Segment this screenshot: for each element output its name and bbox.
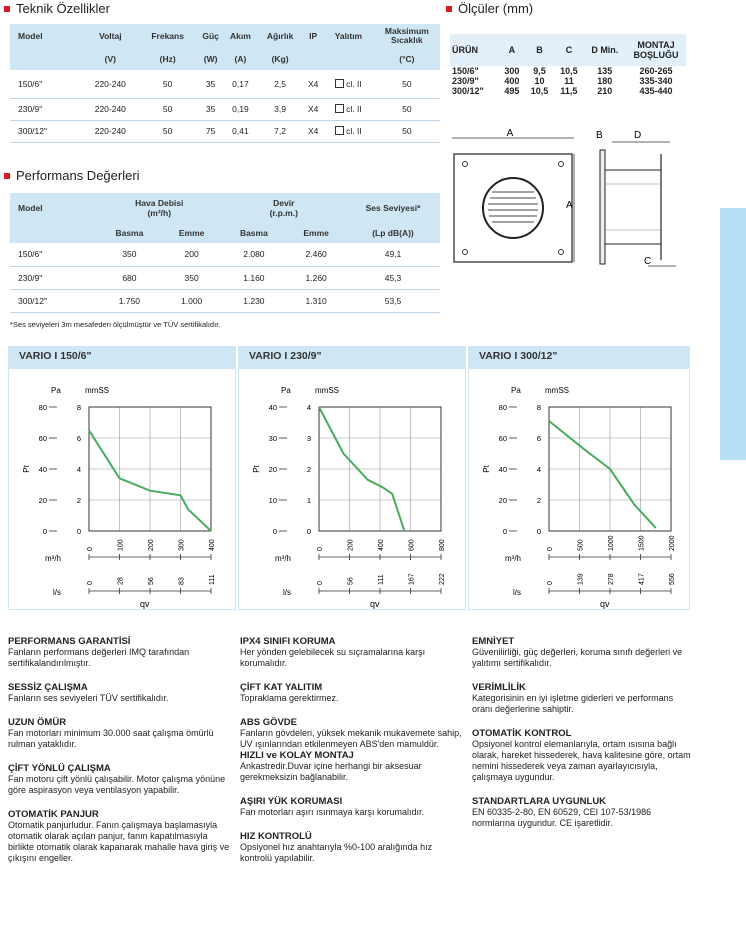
- feature-text: Topraklama gerektirmez.: [240, 693, 339, 703]
- perf-header-rpm: [221, 193, 346, 223]
- x-tick-ls-label: 28: [117, 577, 125, 585]
- feature-title: VERİMLİLİK: [472, 682, 526, 693]
- spec-title: Teknik Özellikler: [16, 1, 110, 16]
- dims-cell: 180: [597, 76, 613, 86]
- class-ii-icon: [335, 79, 344, 88]
- spec-cell: 35: [197, 98, 223, 120]
- spec-unit: [303, 48, 323, 70]
- spec-cell: 50: [374, 98, 440, 120]
- x-tick-ls-label: 111: [378, 574, 385, 585]
- x-tick-ls-label: 56: [347, 577, 355, 585]
- spec-header-frequency: Frekans: [138, 24, 198, 48]
- y-tick-mmss-label: 0: [536, 527, 541, 536]
- x-tick-ls-label: 0: [87, 581, 94, 585]
- chart-title: VARIO I 230/9": [239, 347, 465, 369]
- x-tick-m3h-label: 1000: [608, 535, 615, 551]
- y-axis-label: Pt: [22, 465, 31, 473]
- feature-title: HIZLI ve KOLAY MONTAJ: [240, 750, 354, 761]
- y-tick-mmss-label: 2: [76, 496, 81, 505]
- perf-rpm-label: Devir: [273, 198, 295, 208]
- feature-text: Fan motorları minimum 30.000 saat çalışma ömürlü rulman yataklıdır.: [8, 728, 214, 749]
- perf-cell: 1.160: [221, 266, 286, 289]
- chart-title: VARIO I 150/6": [9, 347, 235, 369]
- dims-row: [450, 86, 686, 96]
- perf-flow-unit: (m³/h): [147, 208, 172, 218]
- spec-cell: 50: [374, 70, 440, 98]
- x-tick-m3h-label: 0: [317, 547, 324, 551]
- x-unit-m3h-label: m³/h: [45, 554, 61, 563]
- perf-cell: 300/12": [10, 289, 97, 312]
- performance-curve-chart: [239, 369, 465, 609]
- feature-title: UZUN ÖMÜR: [8, 717, 67, 728]
- spec-cell: 0,19: [224, 98, 257, 120]
- spec-cell: 220-240: [83, 70, 138, 98]
- perf-cell: 200: [162, 243, 222, 266]
- feature-title: ÇİFT KAT YALITIM: [240, 682, 323, 693]
- feature-item: [472, 728, 694, 783]
- y-tick-mmss-label: 4: [536, 465, 541, 474]
- y-tick-pa-label: 40: [38, 465, 47, 474]
- y-unit-pa-label: Pa: [51, 386, 61, 395]
- feature-item: [8, 682, 230, 704]
- perf-subheader: Basma: [97, 223, 162, 243]
- y-tick-mmss-label: 4: [76, 465, 81, 474]
- spec-cell: 3,9: [257, 98, 303, 120]
- dims-header: D Min.: [584, 34, 626, 66]
- x-tick-ls-label: 83: [178, 577, 186, 585]
- y-tick-pa-label: 20: [38, 496, 47, 505]
- x-tick-ls-label: 56: [148, 577, 155, 585]
- x-tick-m3h-label: 2000: [669, 535, 676, 551]
- y-unit-mmss-label: mmSS: [85, 386, 109, 395]
- feature-item: [240, 717, 462, 750]
- spec-header-voltage: Voltaj: [83, 24, 138, 48]
- feature-title: OTOMATİK PANJUR: [8, 809, 99, 820]
- feature-item: [8, 763, 230, 796]
- y-tick-pa-label: 20: [498, 496, 507, 505]
- dims-row: [450, 66, 686, 76]
- feature-title: IPX4 SINIFI KORUMA: [240, 636, 336, 647]
- perf-cell: 230/9": [10, 266, 97, 289]
- dims-cell: 300/12": [452, 86, 484, 96]
- perf-cell: 1.310: [286, 289, 346, 312]
- x-unit-ls-label: l/s: [513, 588, 521, 597]
- bullet-square-icon: [446, 6, 452, 12]
- y-unit-mmss-label: mmSS: [545, 386, 569, 395]
- feature-text: Kategorisinin en iyi işletme giderleri ve performans oranı değerlerine sahiptir.: [472, 693, 674, 714]
- dims-cell: 10,5: [560, 66, 578, 76]
- spec-row: [10, 70, 440, 98]
- dims-cell: 11,5: [560, 86, 578, 96]
- x-tick-ls-label: 0: [317, 581, 324, 585]
- x-tick-ls-label: 417: [638, 573, 646, 585]
- spec-cell: 50: [138, 70, 198, 98]
- spec-cell: 150/6": [10, 70, 83, 98]
- spec-cell: [323, 120, 374, 142]
- feature-text: Fan motoru çift yönlü çalışabilir. Motor çalışma yönüne göre aspirasyon veya ventilasyon yapabilir.: [8, 774, 226, 795]
- performance-curve-line: [549, 421, 656, 528]
- dims-cell: 150/6": [452, 66, 479, 76]
- fan-dimension-drawing: [448, 124, 688, 274]
- x-tick-m3h-label: 200: [148, 539, 155, 551]
- dims-header: ÜRÜN: [450, 34, 499, 66]
- dims-header: MONTAJ BOŞLUĞU: [626, 34, 686, 66]
- x-unit-m3h-label: m³/h: [505, 554, 521, 563]
- x-tick-m3h-label: 100: [117, 539, 125, 551]
- perf-subheader-empty: [10, 223, 97, 243]
- dim-d-label: D: [634, 130, 642, 141]
- x-tick-m3h-label: 400: [209, 539, 216, 551]
- feature-title: HIZ KONTROLÜ: [240, 831, 312, 842]
- x-tick-ls-label: 0: [547, 581, 554, 585]
- y-tick-pa-label: 40: [498, 465, 507, 474]
- spec-cell: 50: [138, 120, 198, 142]
- y-tick-mmss-label: 8: [536, 403, 541, 412]
- feature-text: Güvenilirliği, güç değerleri, koruma sınıfı değerleri ve yalıtımı sertifikalıdır.: [472, 647, 683, 668]
- perf-title: Performans Değerleri: [16, 168, 140, 183]
- perf-flow-label: Hava Debisi: [135, 198, 184, 208]
- dims-title: Ölçüler (mm): [458, 1, 534, 16]
- y-tick-pa-label: 0: [272, 527, 277, 536]
- y-unit-pa-label: Pa: [511, 386, 521, 395]
- dim-a-label: A: [506, 128, 514, 139]
- x-tick-m3h-label: 500: [577, 539, 585, 551]
- x-axis-label: qv: [600, 599, 610, 609]
- class-ii-icon: [335, 126, 344, 135]
- spec-unit: (Kg): [257, 48, 303, 70]
- features-col-2: [240, 636, 462, 864]
- dims-cell: 9,5: [533, 66, 546, 76]
- dims-cell: 435-440: [639, 86, 673, 96]
- feature-item: [240, 682, 462, 704]
- chart-panel-1: [8, 346, 236, 610]
- perf-cell: 1.750: [97, 289, 162, 312]
- dims-cell: 230/9": [452, 76, 479, 86]
- spec-cell: [323, 98, 374, 120]
- y-tick-pa-label: 20: [268, 465, 277, 474]
- bullet-square-icon: [4, 6, 10, 12]
- spec-row: [10, 98, 440, 120]
- y-tick-pa-label: 60: [498, 434, 507, 443]
- feature-item: [240, 636, 462, 669]
- feature-item: [472, 682, 694, 715]
- perf-subheader: Emme: [162, 223, 222, 243]
- feature-title: AŞIRI YÜK KORUMASI: [240, 796, 343, 807]
- spec-table: [10, 24, 440, 143]
- dims-cell: 300: [504, 66, 520, 76]
- spec-cell: 2,5: [257, 70, 303, 98]
- x-tick-ls-label: 222: [439, 573, 446, 585]
- y-tick-pa-label: 30: [268, 434, 277, 443]
- perf-section-title: [4, 168, 140, 183]
- feature-title: EMNİYET: [472, 636, 515, 647]
- dim-a-vertical-label: A: [566, 200, 573, 211]
- spec-cell: [323, 70, 374, 98]
- spec-section-title: [4, 1, 110, 16]
- spec-header-current: Akım: [224, 24, 257, 48]
- perf-cell: 1.000: [162, 289, 222, 312]
- perf-cell: 49,1: [346, 243, 440, 266]
- spec-cell: 50: [374, 120, 440, 142]
- spec-header-insulation: Yalıtım: [323, 24, 374, 48]
- dims-row: [450, 76, 686, 86]
- perf-header-model: Model: [10, 193, 97, 223]
- perf-cell: 45,3: [346, 266, 440, 289]
- dims-cell: 11: [564, 76, 574, 86]
- y-tick-mmss-label: 8: [76, 403, 81, 412]
- feature-item: [472, 796, 694, 829]
- x-axis-label: qv: [140, 599, 150, 609]
- spec-cell: X4: [303, 70, 323, 98]
- x-unit-ls-label: l/s: [283, 588, 291, 597]
- feature-title: OTOMATİK KONTROL: [472, 728, 572, 739]
- y-tick-pa-label: 80: [38, 403, 47, 412]
- spec-cell: 230/9": [10, 98, 83, 120]
- bullet-square-icon: [4, 173, 10, 179]
- spec-cell: 35: [197, 70, 223, 98]
- perf-cell: 350: [97, 243, 162, 266]
- dim-c-label: C: [644, 256, 652, 267]
- features-col-3: [472, 636, 694, 829]
- y-axis-label: Pt: [482, 465, 491, 473]
- feature-title: PERFORMANS GARANTİSİ: [8, 636, 131, 647]
- x-tick-ls-label: 556: [669, 573, 676, 585]
- x-tick-m3h-label: 0: [547, 547, 554, 551]
- dims-cell: 260-265: [639, 66, 673, 76]
- y-unit-pa-label: Pa: [281, 386, 291, 395]
- chart-panel-2: [238, 346, 466, 610]
- chart-panel-3: [468, 346, 690, 610]
- y-tick-mmss-label: 3: [306, 434, 311, 443]
- y-tick-pa-label: 60: [38, 434, 47, 443]
- y-tick-pa-label: 40: [268, 403, 277, 412]
- perf-cell: 1.260: [286, 266, 346, 289]
- dims-cell: 10,5: [530, 86, 549, 96]
- features-col-1: [8, 636, 230, 864]
- x-tick-ls-label: 167: [408, 573, 416, 585]
- perf-cell: 680: [97, 266, 162, 289]
- perf-row: [10, 266, 440, 289]
- feature-item: [240, 831, 462, 864]
- spec-insulation-value: cl. II: [346, 104, 362, 114]
- perf-cell: 53,5: [346, 289, 440, 312]
- y-axis-label: Pt: [252, 465, 261, 473]
- class-ii-icon: [335, 104, 344, 113]
- spec-cell: 220-240: [83, 120, 138, 142]
- y-tick-mmss-label: 4: [306, 403, 311, 412]
- spec-header-row: [10, 24, 440, 48]
- spec-header-max-temp: Maksimum Sıcaklık: [374, 24, 440, 48]
- y-tick-pa-label: 10: [268, 496, 277, 505]
- spec-cell: 75: [197, 120, 223, 142]
- perf-header-flow: [97, 193, 221, 223]
- spec-header-ip: IP: [303, 24, 323, 48]
- dims-cell: 335-340: [639, 76, 673, 86]
- dims-cell: 400: [504, 76, 520, 86]
- spec-cell: 0,41: [224, 120, 257, 142]
- perf-table: [10, 193, 440, 313]
- y-tick-mmss-label: 0: [306, 527, 311, 536]
- perf-subheader: Emme: [286, 223, 346, 243]
- feature-text: Ankastredir.Duvar içine herhangi bir aksesuar gerekmeksizin bağlanabilir.: [240, 761, 422, 782]
- spec-unit: [10, 48, 83, 70]
- spec-cell: 50: [138, 98, 198, 120]
- x-tick-m3h-label: 600: [408, 539, 416, 551]
- side-tab-marker: [720, 208, 746, 460]
- x-tick-m3h-label: 1500: [638, 535, 646, 551]
- feature-text: Fanların ses seviyeleri TÜV sertifikalıdır.: [8, 693, 169, 703]
- x-unit-m3h-label: m³/h: [275, 554, 291, 563]
- spec-header-weight: Ağırlık: [257, 24, 303, 48]
- feature-text: Fanların gövdeleri, yüksek mekanik mukavemete sahip, UV ışınlarından etkilenmeyen ABS'den mamuldür.: [240, 728, 462, 749]
- feature-item: [8, 636, 230, 669]
- feature-item: [240, 750, 462, 783]
- perf-cell: 2.080: [221, 243, 286, 266]
- feature-text: Her yönden gelebilecek su sıçramalarına karşı korumalıdır.: [240, 647, 426, 668]
- feature-text: Fan motorları aşırı ısınmaya karşı korumalıdır.: [240, 807, 425, 817]
- perf-row: [10, 289, 440, 312]
- y-tick-pa-label: 0: [42, 527, 47, 536]
- y-tick-pa-label: 0: [502, 527, 507, 536]
- perf-subheader-noise-unit: (Lp dB(A)): [346, 223, 440, 243]
- perf-cell: 350: [162, 266, 222, 289]
- feature-text: EN 60335-2-80, EN 60529, CEI 107-53/1986 normlarına uygundur. CE işaretlidir.: [472, 807, 652, 828]
- spec-unit: (A): [224, 48, 257, 70]
- x-axis-label: qv: [370, 599, 380, 609]
- y-tick-mmss-label: 2: [536, 496, 541, 505]
- x-tick-m3h-label: 200: [347, 539, 355, 551]
- feature-text: Opsiyonel kontrol elemanlarıyla, ortam ısısına bağlı olarak, hareket hissederek, hava kalitesine göre, ortam nemini hissederek veya zaman ayarlayıcısıyla, çalışmaya uygundur.: [472, 739, 691, 782]
- spec-header-power: Güç: [197, 24, 223, 48]
- perf-cell: 150/6": [10, 243, 97, 266]
- x-tick-m3h-label: 400: [378, 539, 385, 551]
- fan-side-flange: [600, 150, 605, 264]
- spec-header-model: Model: [10, 24, 83, 48]
- x-tick-m3h-label: 0: [87, 547, 94, 551]
- dims-header: C: [554, 34, 583, 66]
- x-tick-m3h-label: 300: [178, 539, 186, 551]
- x-unit-ls-label: l/s: [53, 588, 61, 597]
- spec-insulation-value: cl. II: [346, 126, 362, 136]
- x-tick-m3h-label: 800: [439, 539, 446, 551]
- spec-unit: (V): [83, 48, 138, 70]
- feature-item: [472, 636, 694, 669]
- dims-table: [450, 34, 686, 96]
- feature-item: [8, 809, 230, 864]
- y-tick-mmss-label: 2: [306, 465, 311, 474]
- spec-unit: (Hz): [138, 48, 198, 70]
- feature-title: ÇİFT YÖNLÜ ÇALIŞMA: [8, 763, 111, 774]
- dims-cell: 495: [504, 86, 520, 96]
- perf-cell: 1.230: [221, 289, 286, 312]
- feature-text: Fanların performans değerleri IMQ tarafından sertifikalandırılmıştır.: [8, 647, 190, 668]
- x-tick-ls-label: 139: [577, 573, 585, 585]
- dims-cell: 135: [597, 66, 613, 76]
- spec-cell: 220-240: [83, 98, 138, 120]
- y-tick-mmss-label: 1: [306, 496, 311, 505]
- chart-title: VARIO I 300/12": [469, 347, 689, 369]
- perf-header-noise: Ses Seviyesi*: [346, 193, 440, 223]
- spec-cell: X4: [303, 98, 323, 120]
- spec-unit: (W): [197, 48, 223, 70]
- perf-cell: 2.460: [286, 243, 346, 266]
- spec-cell: X4: [303, 120, 323, 142]
- spec-unit: (°C): [374, 48, 440, 70]
- performance-curve-chart: [469, 369, 689, 609]
- y-tick-mmss-label: 6: [536, 434, 541, 443]
- y-tick-mmss-label: 6: [76, 434, 81, 443]
- spec-insulation-value: cl. II: [346, 78, 362, 89]
- feature-title: SESSİZ ÇALIŞMA: [8, 682, 88, 693]
- performance-curve-chart: [9, 369, 235, 609]
- feature-text: Opsiyonel hız anahtarıyla %0-100 aralığında hız kontrolü yapılabilir.: [240, 842, 433, 863]
- y-tick-mmss-label: 0: [76, 527, 81, 536]
- dims-cell: 10: [534, 76, 545, 86]
- dims-cell: 210: [597, 86, 613, 96]
- perf-rpm-unit: (r.p.m.): [269, 208, 298, 218]
- spec-row: [10, 120, 440, 142]
- dims-header: A: [499, 34, 525, 66]
- perf-subheader: Basma: [221, 223, 286, 243]
- dims-header-row: [450, 34, 686, 66]
- y-unit-mmss-label: mmSS: [315, 386, 339, 395]
- dim-b-label: B: [596, 130, 603, 141]
- spec-cell: 0,17: [224, 70, 257, 98]
- dims-section-title: [446, 1, 533, 16]
- perf-row: [10, 243, 440, 266]
- x-tick-ls-label: 111: [209, 574, 216, 585]
- spec-units-row: [10, 48, 440, 70]
- feature-text: Otomatik panjurludur. Fanın çalışmaya başlamasıyla otomatik olarak açılan panjur, fanın kapatılmasıyla birlikte otomatik olarak kapanarak mahalle hava giriş ve çıkışını engeller.: [8, 820, 230, 863]
- feature-title: STANDARTLARA UYGUNLUK: [472, 796, 607, 807]
- y-tick-pa-label: 80: [498, 403, 507, 412]
- feature-item: [8, 717, 230, 750]
- dims-header: B: [525, 34, 554, 66]
- spec-cell: 300/12": [10, 120, 83, 142]
- feature-title: ABS GÖVDE: [240, 717, 298, 728]
- perf-header-row: [10, 193, 440, 223]
- spec-cell: 7,2: [257, 120, 303, 142]
- fan-grille-icon: [483, 178, 543, 238]
- feature-item: [240, 796, 462, 818]
- perf-subheader-row: [10, 223, 440, 243]
- perf-footnote: *Ses seviyeleri 3m mesafeden ölçülmüştür ve TÜV sertifikalıdır.: [10, 320, 221, 329]
- fan-side-body: [605, 170, 661, 244]
- spec-unit: [323, 48, 374, 70]
- x-tick-ls-label: 278: [608, 573, 615, 585]
